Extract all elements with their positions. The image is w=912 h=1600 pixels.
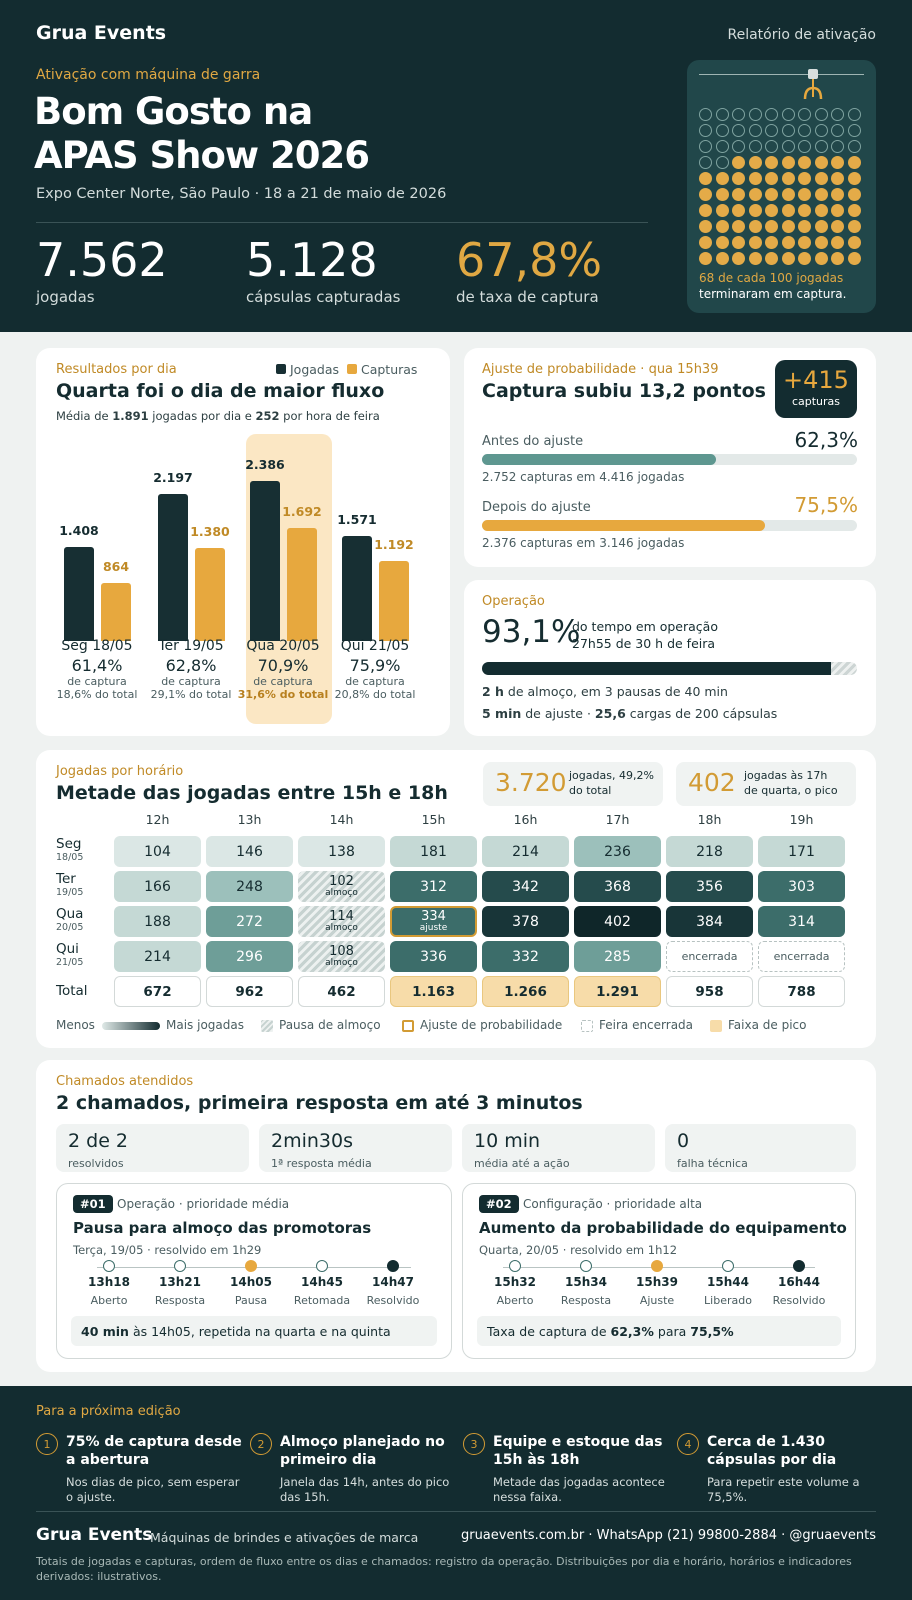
capsule-icon [831,252,844,265]
bar-captures [195,548,225,641]
capsule-icon [798,124,811,137]
capsule-icon [831,124,844,137]
row-date: 21/05 [56,957,84,968]
hour-label: 12h [145,812,170,827]
capsule-icon [848,236,861,249]
heatmap-cell: 138 [298,836,385,867]
bar-captures [379,561,409,641]
row-day-label [56,838,83,864]
day-share: 20,8% do total [334,688,416,701]
hourly-heatmap [36,750,876,1010]
capsule-icon [831,108,844,121]
capsule-icon [732,188,745,201]
capsule-icon [798,108,811,121]
heatmap-cell: 218 [666,836,753,867]
capsule-icon [815,252,828,265]
adjustment-card [464,348,876,567]
lunch-note: 2 h de almoço, em 3 pausas de 40 min [482,684,728,699]
capsule-icon [716,252,729,265]
capsule-icon [749,172,762,185]
capsule-icon [699,140,712,153]
step-dot-icon [793,1260,805,1272]
day-column-label [141,638,241,701]
capsule-icon [782,188,795,201]
lunch-cell: 114 almoço [298,906,385,937]
capsule-icon [782,124,795,137]
capsule-icon [732,172,745,185]
calls-title: 2 chamados, primeira resposta em até 3 minutos [56,1092,583,1114]
after-value: 75,5% [794,493,858,517]
day-share: 18,6% do total [56,688,138,701]
heatmap-cell: 356 [666,871,753,902]
footer-brand: Grua Events [36,1525,153,1545]
data-label-plays: 2.197 [153,469,193,485]
section-label: Para a próxima edição [36,1404,181,1419]
capsule-icon [699,236,712,249]
after-label: Depois do ajuste [482,500,591,515]
capsule-icon [765,124,778,137]
claw-machine-illustration [687,60,876,313]
capsule-icon [798,220,811,233]
heatmap-cell: 336 [390,941,477,972]
heatmap-cell: 272 [206,906,293,937]
stat-captures: 5.128 cápsulas capturadas [246,233,401,306]
legend-captures: Capturas [360,362,418,377]
hourly-card [36,750,876,1048]
lunch-cell: 102 almoço [298,871,385,902]
bar-plays [64,547,94,641]
heatmap-cell: 296 [206,941,293,972]
capsule-icon [749,220,762,233]
capsule-icon [716,204,729,217]
ticket-title: Aumento da probabilidade do equipamento [479,1219,847,1237]
capsule-icon [765,108,778,121]
capsule-icon [699,252,712,265]
day-rate: 61,4% [71,656,123,675]
ticket-01: #01 Operação · prioridade média Pausa para almoço das promotoras Terça, 19/05 · resolvido em 1h29 13h18 Aberto 13h21 Resposta 14h05 Pausa 14h45 Retomada 14h47 Resolvido 40 min às 14h05, repetida na quarta e na quinta [56,1183,452,1359]
step-dot-icon [103,1260,115,1272]
capsule-icon [782,156,795,169]
after-bar-fill [482,520,765,531]
capsule-icon [732,204,745,217]
kpi-tech-failures: 0 falha técnica [665,1124,856,1172]
total-cell: 672 [114,976,201,1007]
capsule-icon [798,204,811,217]
row-day: Seg [56,836,82,852]
capsule-icon [848,252,861,265]
ticket-note: Taxa de captura de 62,3% para 75,5% [477,1316,841,1346]
heatmap-cell: 332 [482,941,569,972]
row-day-label [56,908,83,934]
claw-caption: 68 de cada 100 jogadas terminaram em captura. [699,271,847,301]
uptime-value: 93,1% [482,614,581,650]
brand-logo: Grua Events [36,22,167,44]
data-label-captures: 864 [102,559,130,575]
recommendation-3: 3 Equipe e estoque das 15h às 18h Metade das jogadas acontece nessa faixa. [463,1433,669,1505]
capsule-icon [765,172,778,185]
capsule-icon [831,204,844,217]
capsule-icon [815,124,828,137]
capsule-icon [848,156,861,169]
capsule-icon [699,172,712,185]
step-dot-icon [722,1260,734,1272]
report-type: Relatório de ativação [727,27,876,43]
adjust-cell: 334 ajuste [390,906,477,937]
capsule-icon [765,188,778,201]
data-label-plays: 2.386 [245,457,285,472]
capsule-icon [732,252,745,265]
heatmap-cell: 342 [482,871,569,902]
number-badge-icon: 1 [36,1433,58,1455]
row-day-label [56,943,83,969]
day-column-label [47,638,147,701]
row-date: 19/05 [56,887,84,898]
stat-capture-rate: 67,8% de taxa de captura [456,233,603,306]
bar-plays [250,481,280,641]
total-cell: 962 [206,976,293,1007]
capsule-icon [848,204,861,217]
operation-card [464,580,876,736]
capsule-icon [699,220,712,233]
data-label-plays: 1.408 [59,522,99,538]
capsule-icon [765,236,778,249]
total-cell: 1.163 [390,976,477,1007]
section-label: Operação [482,594,545,609]
capsule-icon [716,156,729,169]
ticket-id: #02 [479,1195,519,1213]
step-dot-icon [509,1260,521,1272]
capsule-icon [732,220,745,233]
capsule-icon [782,236,795,249]
capsule-icon [749,156,762,169]
day-name: Qui 21/05 [340,638,410,654]
capsule-icon [782,108,795,121]
capsule-icon [782,204,795,217]
chart-title: Quarta foi o dia de maior fluxo [56,380,385,402]
total-cell: 1.266 [482,976,569,1007]
capsule-icon [749,204,762,217]
capsule-grid [699,108,864,270]
capsule-icon [798,156,811,169]
footer-note: Totais de jogadas e capturas, ordem de fluxo entre os dias e chamados: registro da operação. Distribuições por dia e horário, horários e indicadores derivados: ilustrativos. [36,1555,852,1583]
capsule-icon [765,220,778,233]
ticket-02: #02 Configuração · prioridade alta Aumento da probabilidade do equipamento Quarta, 20/05 · resolvido em 1h12 15h32 Aberto 15h34 Resposta 15h39 Ajuste 15h44 Liberado 16h44 Resolvido Taxa de captura de 62,3% para 75,5% [462,1183,856,1359]
day-rate: 75,9% [349,656,401,675]
event-subtitle: Expo Center Norte, São Paulo · 18 a 21 de maio de 2026 [36,186,447,202]
day-column-label [325,638,425,701]
peak-band-stat: 3.720 jogadas, 49,2% do total [483,762,663,806]
day-share: 31,6% do total [237,688,329,701]
footer-tagline: Máquinas de brindes e ativações de marca [150,1530,419,1545]
cell-value: 114 [329,909,354,924]
day-rate: 70,9% [257,656,309,675]
row-day-label [56,873,83,899]
capsule-icon [798,172,811,185]
heatmap-cell: 303 [758,871,845,902]
section-label: Chamados atendidos [56,1074,194,1089]
heatmap-cell: 248 [206,871,293,902]
stat-plays: 7.562 jogadas [36,233,168,306]
step-dot-icon [245,1260,257,1272]
capsule-icon [765,140,778,153]
section-label: Resultados por dia [56,362,177,377]
row-day: Qui [56,941,79,957]
row-day: Qua [56,906,84,922]
legend-plays: Jogadas [289,362,340,377]
bar-plays [158,494,188,641]
capsule-icon [699,188,712,201]
claw-trolley-icon [808,69,818,79]
before-bar-fill [482,454,716,465]
capsule-icon [765,204,778,217]
day-column-label [233,638,333,701]
capsule-icon [699,108,712,121]
capsule-icon [798,236,811,249]
report-header [0,0,912,332]
bar-plays [342,536,372,641]
step-dot-icon [387,1260,399,1272]
ticket-category: Operação · prioridade média [117,1197,290,1211]
after-bar-track [482,520,857,531]
kicker: Ativação com máquina de garra [36,67,261,83]
uptime-description: do tempo em operação 27h55 de 30 h de feira [572,619,718,651]
heatmap-legend: Menos Mais jogadas Pausa de almoço Ajuste de probabilidade Feira encerrada Faixa de pico [56,1018,807,1032]
hour-label: 14h [329,812,354,827]
cell-value: 334 [421,909,446,924]
heatmap-cell: 236 [574,836,661,867]
heatmap-cell: 285 [574,941,661,972]
peak-hour-stat: 402 jogadas às 17h de quarta, o pico [676,762,856,806]
step-dot-icon [580,1260,592,1272]
capsule-icon [716,172,729,185]
ticket-note: 40 min às 14h05, repetida na quarta e na quinta [71,1316,437,1346]
capsule-icon [732,236,745,249]
heatmap-cell: 171 [758,836,845,867]
capsule-icon [831,140,844,153]
ticket-id: #01 [73,1195,113,1213]
heatmap-cell: 368 [574,871,661,902]
step-dot-icon [174,1260,186,1272]
capsule-icon [765,252,778,265]
capsule-icon [815,220,828,233]
day-rate-label: de captura [67,675,127,688]
hour-label: 13h [237,812,262,827]
adjust-title: Captura subiu 13,2 pontos [482,380,766,402]
day-name: Qua 20/05 [246,638,320,654]
day-name: Seg 18/05 [61,638,133,654]
lunch-cell: 108 almoço [298,941,385,972]
before-value: 62,3% [794,428,858,452]
capsule-icon [782,140,795,153]
capsule-icon [716,236,729,249]
ticket-category: Configuração · prioridade alta [523,1197,703,1211]
capsule-icon [798,140,811,153]
total-cell: 462 [298,976,385,1007]
day-rate-label: de captura [253,675,313,688]
before-label: Antes do ajuste [482,434,584,449]
heatmap-cell: 166 [114,871,201,902]
heatmap-cell: 181 [390,836,477,867]
section-label: Jogadas por horário [56,764,184,779]
heatmap-cell: 384 [666,906,753,937]
capsule-icon [848,220,861,233]
data-label-captures: 1.380 [190,524,230,540]
capsule-icon [848,188,861,201]
capsule-icon [749,124,762,137]
capsule-icon [765,156,778,169]
before-detail: 2.752 capturas em 4.416 jogadas [482,470,685,484]
heatmap-cell: 312 [390,871,477,902]
row-date: 20/05 [56,922,84,933]
captures-gain-badge: +415 capturas [775,360,857,418]
capsule-icon [831,236,844,249]
capsule-icon [749,236,762,249]
day-share: 29,1% do total [150,688,232,701]
capsule-icon [831,188,844,201]
row-day: Ter [56,871,76,887]
hour-label: 15h [421,812,446,827]
capsule-icon [815,188,828,201]
data-label-captures: 1.692 [282,503,322,519]
total-cell: 958 [666,976,753,1007]
hourly-title: Metade das jogadas entre 15h e 18h [56,782,448,804]
heatmap-cell: 214 [482,836,569,867]
capsule-icon [815,236,828,249]
page-title: Bom Gosto na APAS Show 2026 [34,90,369,177]
capsule-icon [716,220,729,233]
recommendation-1: 1 75% de captura desde a abertura Nos dias de pico, sem esperar o ajuste. [36,1433,242,1505]
capsule-icon [815,172,828,185]
ticket-meta: Terça, 19/05 · resolvido em 1h29 [73,1243,262,1257]
capsule-icon [848,140,861,153]
before-bar-track [482,454,857,465]
ticket-meta: Quarta, 20/05 · resolvido em 1h12 [479,1243,678,1257]
capsule-icon [699,204,712,217]
capsule-icon [798,188,811,201]
capsule-icon [848,124,861,137]
capsule-icon [699,156,712,169]
chart-subtitle: Média de 1.891 jogadas por dia e 252 por hora de feira [56,409,380,423]
heatmap-cell: 146 [206,836,293,867]
row-date: 18/05 [56,852,84,863]
daily-bar-chart [36,438,450,630]
capsule-icon [831,172,844,185]
ticket-title: Pausa para almoço das promotoras [73,1219,372,1237]
capsule-icon [716,188,729,201]
claw-icon [801,79,825,103]
total-cell: 788 [758,976,845,1007]
step-dot-icon [651,1260,663,1272]
after-detail: 2.376 capturas em 3.146 jogadas [482,536,685,550]
closed-cell: encerrada [758,941,845,972]
data-label-plays: 1.571 [337,511,377,527]
capsule-icon [782,220,795,233]
heatmap-cell: 378 [482,906,569,937]
closed-cell: encerrada [666,941,753,972]
total-row-label: Total [56,983,88,999]
footer-contact[interactable]: gruaevents.com.br · WhatsApp (21) 99800-2884 · @gruaevents [460,1528,876,1543]
capsule-icon [732,124,745,137]
adjust-note: 5 min de ajuste · 25,6 cargas de 200 cápsulas [482,706,778,721]
day-rate-label: de captura [161,675,221,688]
cell-value: 108 [329,944,354,959]
capsule-icon [749,252,762,265]
hour-label: 18h [697,812,722,827]
recommendation-4: 4 Cerca de 1.430 cápsulas por dia Para repetir este volume a 75,5%. [677,1433,877,1505]
capsule-icon [716,124,729,137]
number-badge-icon: 4 [677,1433,699,1455]
capsule-icon [831,220,844,233]
heatmap-cell: 402 [574,906,661,937]
capsule-icon [749,188,762,201]
heatmap-cell: 104 [114,836,201,867]
bar-captures [287,528,317,641]
capsule-icon [782,252,795,265]
capsule-icon [815,156,828,169]
uptime-bar-fill [482,662,831,675]
bar-captures [101,583,131,641]
number-badge-icon: 2 [250,1433,272,1455]
number-badge-icon: 3 [463,1433,485,1455]
heatmap-cell: 188 [114,906,201,937]
data-label-captures: 1.192 [374,537,414,553]
kpi-first-response: 2min30s 1ª resposta média [259,1124,452,1172]
capsule-icon [848,108,861,121]
capsule-icon [716,108,729,121]
section-label: Ajuste de probabilidade · qua 15h39 [482,362,719,377]
hour-label: 16h [513,812,538,827]
capsule-icon [782,172,795,185]
capsule-icon [732,108,745,121]
day-name: Ter 19/05 [158,638,224,654]
capsule-icon [732,140,745,153]
day-rate-label: de captura [345,675,405,688]
kpi-resolved: 2 de 2 resolvidos [56,1124,249,1172]
capsule-icon [815,108,828,121]
heatmap-cell: 314 [758,906,845,937]
capsule-icon [716,140,729,153]
capsule-icon [732,156,745,169]
hour-label: 17h [605,812,630,827]
uptime-bar-track [482,662,857,675]
heatmap-cell: 214 [114,941,201,972]
capsule-icon [699,124,712,137]
cell-value: 102 [329,874,354,889]
recommendation-2: 2 Almoço planejado no primeiro dia Janela das 14h, antes do pico das 15h. [250,1433,456,1505]
hour-label: 19h [789,812,814,827]
daily-results-card [36,348,450,736]
step-dot-icon [316,1260,328,1272]
day-rate: 62,8% [165,656,217,675]
total-cell: 1.291 [574,976,661,1007]
capsule-icon [815,204,828,217]
capsule-icon [798,252,811,265]
capsule-icon [831,156,844,169]
kpi-time-to-action: 10 min média até a ação [462,1124,655,1172]
capsule-icon [848,172,861,185]
capsule-icon [749,140,762,153]
capsule-icon [815,140,828,153]
capsule-icon [749,108,762,121]
chart-legend [276,362,417,377]
